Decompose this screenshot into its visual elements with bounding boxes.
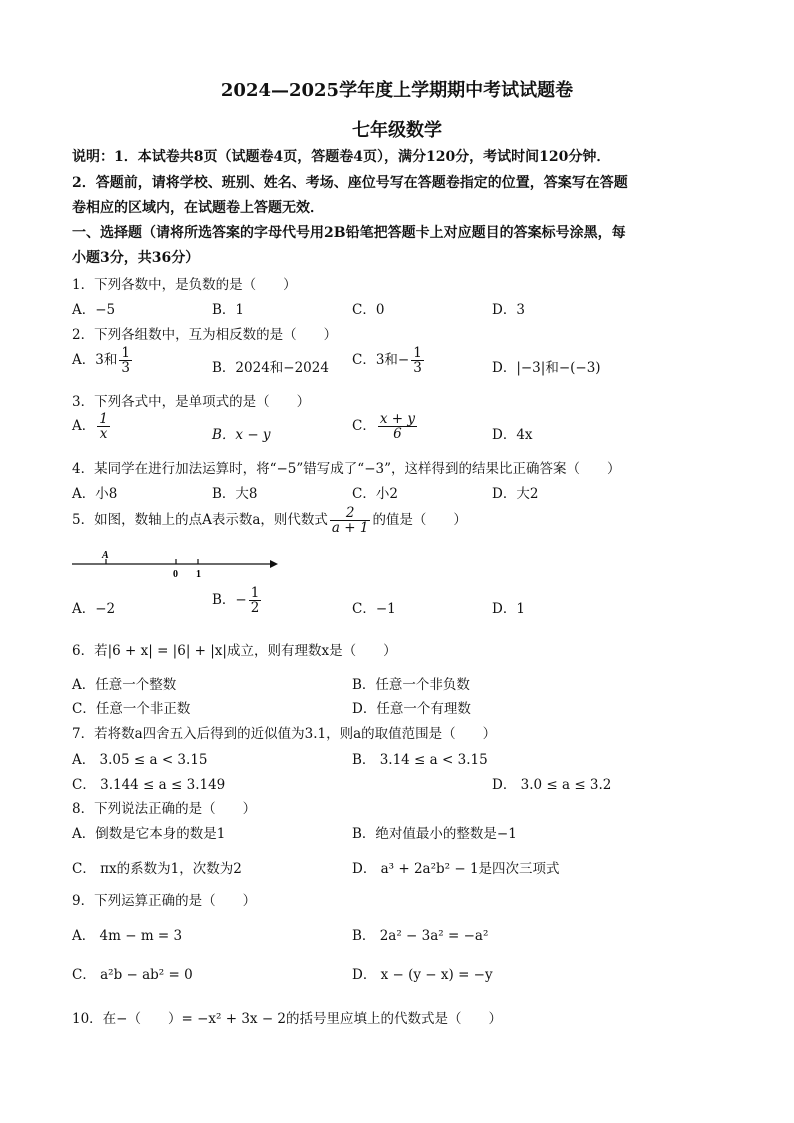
q8-option-d: D． a³ + 2a²b² − 1是四次三项式 (352, 861, 560, 877)
q3-option-d: D．4x (492, 427, 533, 443)
q3-option-a: A． $\frac{1}{x}$ (72, 411, 108, 443)
q5-option-c: C．−1 (352, 601, 396, 617)
q5-option-a: A．−2 (72, 601, 116, 617)
question-5-stem: 5．如图，数轴上的点A表示数a，则代数式 $\frac{2}{a + 1}$ 的值是（ ） (72, 505, 467, 537)
question-1-stem: 1．下列各数中，是负数的是（ ） (72, 277, 297, 293)
exam-subtitle: 七年级数学 (352, 120, 442, 141)
q5-option-d: D．1 (492, 601, 525, 617)
q2-option-b: B．2024和−2024 (212, 360, 329, 376)
q8-option-a: A．倒数是它本身的数是1 (72, 826, 226, 842)
instruction-line-1: 说明：1．本试卷共8页（试题卷4页，答题卷4页），满分120分，考试时间120分钟． (72, 149, 611, 165)
exam-title: 2024—2025学年度上学期期中考试试题卷 (220, 80, 574, 101)
instruction-line-2: 2．答题前，请将学校、班别、姓名、考场、座位号写在答题卷指定的位置，答案写在答题 (72, 175, 628, 191)
q6-option-d: D．任意一个有理数 (352, 701, 471, 717)
q9-option-c: C． a²b − ab² = 0 (72, 967, 193, 983)
question-10-stem: 10．在−（ ）= −x² + 3x − 2的括号里应填上的代数式是（ ） (72, 1011, 503, 1027)
q7-option-b: B． 3.14 ≤ a < 3.15 (352, 752, 488, 768)
q7-option-d: D． 3.0 ≤ a ≤ 3.2 (492, 777, 612, 793)
q7-option-c: C． 3.144 ≤ a ≤ 3.149 (72, 777, 226, 793)
q1-option-a: A．−5 (72, 302, 116, 318)
axis-arrow-icon (270, 560, 278, 568)
q4-option-a: A．小8 (72, 486, 118, 502)
question-3-stem: 3．下列各式中，是单项式的是（ ） (72, 394, 311, 410)
q7-option-a: A． 3.05 ≤ a < 3.15 (72, 752, 208, 768)
q4-option-b: B．大8 (212, 486, 258, 502)
point-a-label: A (102, 550, 109, 561)
q6-option-b: B．任意一个非负数 (352, 677, 470, 693)
q1-option-c: C．0 (352, 302, 385, 318)
question-4-stem: 4．某同学在进行加法运算时，将“−5”错写成了“−3”，这样得到的结果比正确答案（ ） (72, 461, 621, 477)
question-2-stem: 2．下列各组数中，互为相反数的是（ ） (72, 327, 338, 343)
q8-option-c: C． πx的系数为1，次数为2 (72, 861, 242, 877)
number-line-figure (70, 548, 280, 580)
instruction-line-3: 卷相应的区域内，在试题卷上答题无效． (72, 200, 324, 216)
q1-option-d: D．3 (492, 302, 525, 318)
q6-option-a: A．任意一个整数 (72, 677, 177, 693)
q4-option-c: C．小2 (352, 486, 398, 502)
q8-option-b: B．绝对值最小的整数是−1 (352, 826, 517, 842)
question-8-stem: 8．下列说法正确的是（ ） (72, 801, 257, 817)
q5-option-b: B．− $\frac{1}{2}$ (212, 585, 260, 617)
q6-option-c: C．任意一个非正数 (72, 701, 191, 717)
q9-option-b: B． 2a² − 3a² = −a² (352, 928, 489, 944)
q4-option-d: D．大2 (492, 486, 539, 502)
q1-option-b: B．1 (212, 302, 245, 318)
q2-option-a: A．3和 $\frac{1}{3}$ (72, 345, 130, 377)
question-7-stem: 7．若将数a四舍五入后得到的近似值为3.1，则a的取值范围是（ ） (72, 726, 497, 742)
zero-label: 0 (173, 569, 178, 580)
q2-option-d: D．|−3|和−(−3) (492, 360, 601, 376)
one-label: 1 (196, 569, 201, 580)
q9-option-d: D． x − (y − x) = −y (352, 967, 493, 983)
q3-option-c: C． $\frac{x + y}{6}$ (352, 411, 415, 443)
question-6-stem: 6．若|6 + x| = |6| + |x|成立，则有理数x是（ ） (72, 643, 397, 659)
q2-option-c: C．3和− $\frac{1}{3}$ (352, 345, 422, 377)
question-9-stem: 9．下列运算正确的是（ ） (72, 893, 257, 909)
section-heading: 一、选择题（请将所选答案的字母代号用2B铅笔把答题卡上对应题目的答案标号涂黑，每 (72, 225, 626, 241)
section-heading-cont: 小题3分，共36分） (72, 250, 200, 266)
q9-option-a: A． 4m − m = 3 (72, 928, 183, 944)
q3-option-b: B．x − y (212, 427, 271, 443)
